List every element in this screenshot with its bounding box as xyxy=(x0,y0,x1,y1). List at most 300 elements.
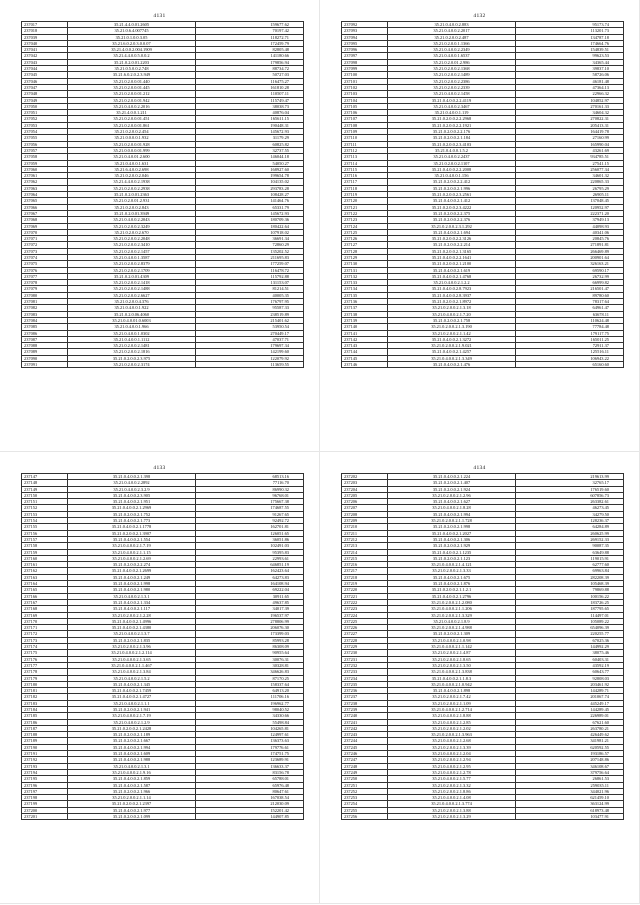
parcel-id-cell: 237137 xyxy=(342,305,388,311)
amount-cell: 39837.10 xyxy=(516,66,624,72)
amount-cell: 108428.27 xyxy=(196,192,304,198)
location-code-cell: 35.21.0.4.0.0.2.2437 xyxy=(388,154,516,160)
parcel-id-cell: 237092 xyxy=(342,22,388,28)
amount-cell: 270161.33 xyxy=(516,103,624,109)
parcel-id-cell: 237206 xyxy=(342,499,388,505)
parcel-id-cell: 237050 xyxy=(22,103,68,109)
amount-cell: 38038.73 xyxy=(196,103,304,109)
amount-cell: 222371.20 xyxy=(516,210,624,216)
amount-cell: 212030.09 xyxy=(196,801,304,807)
location-code-cell: 35.21.0.4.0.0.2.1.1.15 xyxy=(68,549,196,555)
location-code-cell: 35.21.0.5.0.0.2.748 xyxy=(68,66,196,72)
amount-cell: 219613.99 xyxy=(516,474,624,480)
amount-cell: 47037.71 xyxy=(196,336,304,342)
parcel-id-cell: 237165 xyxy=(22,587,68,593)
parcel-id-cell: 237053 xyxy=(22,122,68,128)
amount-cell: 49637.85 xyxy=(196,599,304,605)
location-code-cell: 35.21.0.2.0.0.2.1.123 xyxy=(388,555,516,561)
location-code-cell: 35.21.0.2.0.0.2.3.4103 xyxy=(388,141,516,147)
location-code-cell: 35.21.0.4.0.0.2.1.2796 xyxy=(388,593,516,599)
amount-cell: 654096.39 xyxy=(516,625,624,631)
parcel-id-cell: 237128 xyxy=(342,248,388,254)
location-code-cell: 35.21.0.2.0.0.2.1.1.09 xyxy=(388,700,516,706)
parcel-id-cell: 237068 xyxy=(22,217,68,223)
location-code-cell: 35.21.0.2.0.0.2.1.3165 xyxy=(388,248,516,254)
amount-cell: 618973.48 xyxy=(516,807,624,813)
location-code-cell: 35.21.0.2.0.0.01.942 xyxy=(68,97,196,103)
parcel-id-cell: 237042 xyxy=(22,53,68,59)
parcel-id-cell: 237195 xyxy=(22,776,68,782)
parcel-id-cell: 237184 xyxy=(22,706,68,712)
amount-cell: 196962.77 xyxy=(196,700,304,706)
location-code-cell: 35.21.0.4.0.0.2.1.994 xyxy=(388,511,516,517)
location-code-cell: 35.21.0.2.0.0.2.1.2428 xyxy=(68,725,196,731)
location-code-cell: 35.21.0.4.0.0.1.0302 xyxy=(68,330,196,336)
amount-cell: 36691.34 xyxy=(196,236,304,242)
location-code-cell: 35.21.0.2.0.0.2.1816 xyxy=(68,349,196,355)
amount-cell: 165611.15 xyxy=(196,116,304,122)
amount-cell: 27541.15 xyxy=(516,160,624,166)
location-code-cell: 35.21.0.4.0.0.2.2043 xyxy=(68,217,196,223)
parcel-id-cell: 237156 xyxy=(22,530,68,536)
amount-cell: 34601.32 xyxy=(516,173,624,179)
amount-cell: 269152.33 xyxy=(516,536,624,542)
location-code-cell: 35.21.0.2.0.0.2.1.758 xyxy=(388,317,516,323)
parcel-id-cell: 237253 xyxy=(342,795,388,801)
parcel-id-cell: 237043 xyxy=(22,59,68,65)
parcel-id-cell: 237091 xyxy=(22,362,68,368)
location-code-cell: 35.21.0.4.0.0.2.1.898 xyxy=(388,688,516,694)
location-code-cell: 35.21.0.4.0.0.2.1.7.19 xyxy=(68,713,196,719)
location-code-cell: 35.21.0.2.0.0.2.1.3.190 xyxy=(388,324,516,330)
location-code-cell: 35.21.0.2.0.0.2.2048 xyxy=(68,236,196,242)
location-code-cell: 35.21.0.4.0.0.2.1.3.838 xyxy=(388,669,516,675)
location-code-cell: 35.21.0.4.0.0.2.1.8.28 xyxy=(388,505,516,511)
location-code-cell: 35.21.0.4.0.0.2.1.619 xyxy=(388,267,516,273)
amount-cell: 158337.64 xyxy=(196,681,304,687)
amount-cell: 266469.89 xyxy=(516,248,624,254)
parcel-id-cell: 237101 xyxy=(342,78,388,84)
location-code-cell: 35.21.0.4.0.0.2.1.476 xyxy=(388,362,516,368)
ledger-table xyxy=(341,473,624,820)
parcel-id-cell: 237185 xyxy=(22,713,68,719)
page-4133 xyxy=(0,452,320,904)
amount-cell: 105468.39 xyxy=(516,581,624,587)
amount-cell: 168927.60 xyxy=(196,166,304,172)
location-code-cell: 35.21.0.4.0.0.2.3.2.9 xyxy=(68,486,196,492)
parcel-id-cell: 237186 xyxy=(22,719,68,725)
location-code-cell: 35.21.0.4.0.0.1.922 xyxy=(68,305,196,311)
amount-cell: 179856.94 xyxy=(196,59,304,65)
amount-cell: 26732.99 xyxy=(516,273,624,279)
parcel-id-cell: 237140 xyxy=(342,324,388,330)
page-4132 xyxy=(320,0,640,452)
location-code-cell: 35.21.0.2.0.0.2.1.924 xyxy=(388,486,516,492)
amount-cell: 145672.93 xyxy=(196,210,304,216)
amount-cell: 113201.73 xyxy=(516,28,624,34)
amount-cell: 103477.91 xyxy=(516,814,624,820)
parcel-id-cell: 237120 xyxy=(342,198,388,204)
parcel-id-cell: 237158 xyxy=(22,543,68,549)
location-code-cell: 35.21.0.4.0.0.2.1.7.20 xyxy=(388,311,516,317)
location-code-cell: 35.21.0.2.0.0.2.1.184 xyxy=(388,135,516,141)
parcel-id-cell: 237087 xyxy=(22,336,68,342)
location-code-cell: 35.21.0.4.0.0.2.1.2.114 xyxy=(68,650,196,656)
amount-cell: 363124.99 xyxy=(516,801,624,807)
location-code-cell: 35.21.0.4.0.0.2.1.694 xyxy=(388,229,516,235)
parcel-id-cell: 237168 xyxy=(22,606,68,612)
location-code-cell: 35.21.0.0.0.0.1.932 xyxy=(68,135,196,141)
location-code-cell: 35.21.4.4.0.0.2.1938 xyxy=(68,179,196,185)
location-code-cell: 35.21.0.2.0.0.1.1366 xyxy=(388,40,516,46)
amount-cell: 66999.82 xyxy=(516,280,624,286)
location-code-cell: 35.21.0.2.0.0.2.1.3907 xyxy=(68,530,196,536)
location-code-cell: 35.21.0.4.0.0.1.6537 xyxy=(388,53,516,59)
parcel-id-cell: 237061 xyxy=(22,173,68,179)
amount-cell: 63678.11 xyxy=(516,311,624,317)
parcel-id-cell: 237060 xyxy=(22,166,68,172)
parcel-id-cell: 237221 xyxy=(342,593,388,599)
location-code-cell: 35.21.0.4.0.0.2.1.334 xyxy=(68,599,196,605)
amount-cell: 92808.03 xyxy=(516,675,624,681)
amount-cell: 164108.94 xyxy=(196,581,304,587)
parcel-id-cell: 237166 xyxy=(22,593,68,599)
parcel-id-cell: 237174 xyxy=(22,644,68,650)
parcel-id-cell: 237152 xyxy=(22,505,68,511)
amount-cell: 162423.64 xyxy=(196,568,304,574)
location-code-cell: 35.21.0.4.0.0.2.3.905 xyxy=(68,492,196,498)
amount-cell: 22993.61 xyxy=(196,555,304,561)
parcel-id-cell: 237110 xyxy=(342,135,388,141)
location-code-cell: 35.21.0.2.0.0.2.1.1.14 xyxy=(68,795,196,801)
location-code-cell: 35.21.0.2.0.01.3949 xyxy=(68,210,196,216)
amount-cell: 226989.01 xyxy=(516,713,624,719)
parcel-id-cell: 237084 xyxy=(22,317,68,323)
parcel-id-cell: 237255 xyxy=(342,807,388,813)
location-code-cell: 35.21.0.4.0.0.2.1.554 xyxy=(68,536,196,542)
amount-cell: 95587.33 xyxy=(196,305,304,311)
parcel-id-cell: 237220 xyxy=(342,587,388,593)
page-4134 xyxy=(320,452,640,904)
amount-cell: 346626.83 xyxy=(196,669,304,675)
amount-cell: 79869.88 xyxy=(516,587,624,593)
amount-cell: 141464.76 xyxy=(196,198,304,204)
amount-cell: 164419.78 xyxy=(516,129,624,135)
amount-cell: 86308.09 xyxy=(196,644,304,650)
amount-cell: 104265.81 xyxy=(196,725,304,731)
location-code-cell: 35.21.0.4.0.0.2.1.1.467 xyxy=(68,662,196,668)
amount-cell: 200901.64 xyxy=(516,254,624,260)
location-code-cell: 35.21.0.2.0.0.01.861 xyxy=(68,122,196,128)
location-code-cell: 35.21.0.4.0.0.2.1.345 xyxy=(68,681,196,687)
amount-cell: 44098.93 xyxy=(516,223,624,229)
parcel-id-cell: 237041 xyxy=(22,47,68,53)
amount-cell: 123689.91 xyxy=(196,757,304,763)
location-code-cell: 35.21.0.4.0.0.2.2.4119 xyxy=(388,97,516,103)
location-code-cell: 35.21.0.4.0.0.2.1.1778 xyxy=(68,524,196,530)
parcel-id-cell: 237045 xyxy=(22,72,68,78)
amount-cell: 65331.79 xyxy=(196,204,304,210)
location-code-cell: 35.21.0.2.0.0.2.1.3.33 xyxy=(388,568,516,574)
location-code-cell: 35.21.0.4.0.0.2.1.4768 xyxy=(388,273,516,279)
amount-cell: 65788.01 xyxy=(196,776,304,782)
parcel-id-cell: 237118 xyxy=(342,185,388,191)
location-code-cell: 35.21.0.4.0.0.2.1.398 xyxy=(68,474,196,480)
parcel-id-cell: 237018 xyxy=(22,28,68,34)
location-code-cell: 35.21.0.2.0.0.2.2.412 xyxy=(388,179,516,185)
location-code-cell: 35.21.0.4.0.0.2.2016 xyxy=(68,103,196,109)
location-code-cell: 35.21.6.0.2.0.3.0.0.07 xyxy=(68,40,196,46)
parcel-id-cell: 237226 xyxy=(342,625,388,631)
location-code-cell: 35.21.0.4.0.0.2.1.994 xyxy=(68,744,196,750)
amount-cell: 120952.97 xyxy=(516,204,624,210)
parcel-id-cell: 237122 xyxy=(342,210,388,216)
location-code-cell: 35.21.0.4.0.0.1.156 xyxy=(388,173,516,179)
location-code-cell: 35.21.0.2.0.0.2.1.2.080 xyxy=(388,599,516,605)
amount-cell: 36051.86 xyxy=(196,536,304,542)
location-code-cell: 35.21.0.4.0.0.2.2.1641 xyxy=(388,254,516,260)
amount-cell: 88734.72 xyxy=(196,66,304,72)
parcel-id-cell: 237201 xyxy=(22,814,68,820)
amount-cell: 145672.93 xyxy=(196,129,304,135)
amount-cell: 124997.61 xyxy=(196,732,304,738)
parcel-id-cell: 237129 xyxy=(342,254,388,260)
location-code-cell: 35.21.0.2.0.0.2.487 xyxy=(388,34,516,40)
amount-cell: 136373.63 xyxy=(196,738,304,744)
location-code-cell: 35.21.0.2.0.0.2.1.4.988 xyxy=(388,625,516,631)
parcel-id-cell: 237113 xyxy=(342,154,388,160)
amount-cell: 40341.06 xyxy=(516,229,624,235)
location-code-cell: 35.21.0.4.0.0.2.1.1.1 xyxy=(68,700,196,706)
parcel-id-cell: 237198 xyxy=(22,795,68,801)
location-code-cell: 35.21.0.2.0.0.2.1.3.96 xyxy=(68,644,196,650)
amount-cell: 115792.88 xyxy=(196,273,304,279)
amount-cell: 43592.19 xyxy=(516,662,624,668)
parcel-id-cell: 237170 xyxy=(22,618,68,624)
location-code-cell: 35.21.0.4.0.0.2.1.859 xyxy=(68,776,196,782)
amount-cell: 211695.83 xyxy=(196,254,304,260)
location-code-cell: 35.21.0.4.0.0.2.2349 xyxy=(388,47,516,53)
parcel-id-cell: 237191 xyxy=(22,751,68,757)
amount-cell: 144907.85 xyxy=(196,814,304,820)
parcel-id-cell: 237249 xyxy=(342,769,388,775)
location-code-cell: 35.21.0.4.0.0.2.1.1.206 xyxy=(388,606,516,612)
amount-cell: 207148.86 xyxy=(516,757,624,763)
location-code-cell: 35.21.0.4.0.0.2.1.951 xyxy=(68,499,196,505)
parcel-id-cell: 237133 xyxy=(342,280,388,286)
amount-cell: 107918.02 xyxy=(196,229,304,235)
location-code-cell: 35.21.0.4.0.0.2.1.3.774 xyxy=(388,801,516,807)
parcel-id-cell: 237190 xyxy=(22,744,68,750)
parcel-id-cell: 237208 xyxy=(342,511,388,517)
parcel-id-cell: 237172 xyxy=(22,631,68,637)
parcel-id-cell: 237212 xyxy=(342,536,388,542)
location-code-cell: 35.21.0.4.0.0.2.1.998 xyxy=(68,581,196,587)
location-code-cell: 35.21.0.4.0.0.1.5.2 xyxy=(388,147,516,153)
parcel-id-cell: 237094 xyxy=(342,34,388,40)
location-code-cell: 35.21.0.2.0.0.2.1.3.29 xyxy=(388,814,516,820)
location-code-cell: 35.21.0.4.0.0.2.1.3.1 xyxy=(68,593,196,599)
parcel-id-cell: 237247 xyxy=(342,757,388,763)
amount-cell: 47364.13 xyxy=(516,84,624,90)
parcel-id-cell: 237076 xyxy=(22,267,68,273)
amount-cell: 92492.72 xyxy=(196,518,304,524)
parcel-id-cell: 237062 xyxy=(22,179,68,185)
location-code-cell: 35.21.0.4.0.0.2.1.224 xyxy=(388,474,516,480)
parcel-id-cell: 237139 xyxy=(342,317,388,323)
amount-cell: 193186.57 xyxy=(516,751,624,757)
parcel-id-cell: 237111 xyxy=(342,141,388,147)
location-code-cell: 35.21.0.2.0.0.2.1488 xyxy=(68,286,196,292)
amount-cell: 146044.18 xyxy=(196,154,304,160)
location-code-cell: 35.21.0.4.0.0.2.2017 xyxy=(388,28,516,34)
parcel-id-cell: 237215 xyxy=(342,555,388,561)
parcel-id-cell: 237250 xyxy=(342,776,388,782)
amount-cell: 34330.66 xyxy=(196,713,304,719)
amount-cell: 206076.30 xyxy=(196,625,304,631)
amount-cell: 270449.17 xyxy=(196,330,304,336)
parcel-id-cell: 237046 xyxy=(22,78,68,84)
location-code-cell: 35.21.0.2.0.0.2.3.975 xyxy=(68,355,196,361)
parcel-id-cell: 237063 xyxy=(22,185,68,191)
table-row xyxy=(342,362,624,368)
amount-cell: 174687.55 xyxy=(196,505,304,511)
location-code-cell: 35.21.0.4.0.0.2.1.3.349 xyxy=(388,355,516,361)
amount-cell: 72860.29 xyxy=(196,242,304,248)
amount-cell: 115749.47 xyxy=(196,97,304,103)
amount-cell: 175667.38 xyxy=(196,499,304,505)
location-code-cell: 35.21.0.4.0.0.1.966 xyxy=(68,324,196,330)
parcel-id-cell: 237017 xyxy=(22,22,68,28)
location-code-cell: 35.21.0.2.0.0.2.1.752 xyxy=(68,511,196,517)
location-code-cell: 35.21.0.4.0.0.2.1.7459 xyxy=(68,688,196,694)
location-code-cell: 35.21.0.4.0.0.2.1.7.19 xyxy=(68,543,196,549)
parcel-id-cell: 237235 xyxy=(342,681,388,687)
amount-cell: 125516.11 xyxy=(516,349,624,355)
location-code-cell: 35.21.0.2.0.0.2.1.2.28 xyxy=(68,612,196,618)
amount-cell: 54050.27 xyxy=(196,160,304,166)
table-row xyxy=(22,362,304,368)
location-code-cell: 35.21.0.4.0.0.2.2.2008 xyxy=(388,166,516,172)
amount-cell: 32765.17 xyxy=(516,480,624,486)
parcel-id-cell: 237153 xyxy=(22,511,68,517)
location-code-cell: 35.21.4.4.0.01.2605 xyxy=(68,22,196,28)
parcel-id-cell: 237141 xyxy=(342,330,388,336)
parcel-id-cell: 237081 xyxy=(22,299,68,305)
parcel-id-cell: 237209 xyxy=(342,518,388,524)
parcel-id-cell: 237049 xyxy=(22,97,68,103)
amount-cell: 114497.01 xyxy=(516,612,624,618)
amount-cell: 40005.35 xyxy=(196,292,304,298)
amount-cell: 111706.16 xyxy=(196,694,304,700)
amount-cell: 77784.48 xyxy=(516,324,624,330)
location-code-cell: 35.21.0.2.0.0.2.1.1.42 xyxy=(388,330,516,336)
amount-cell: 162701.81 xyxy=(196,524,304,530)
location-code-cell: 35.21.0.2.0.0.2.1.3.329 xyxy=(388,612,516,618)
amount-cell: 270822.31 xyxy=(516,116,624,122)
location-code-cell: 35.21.0.6.4.007745 xyxy=(68,28,196,34)
amount-cell: 174751.75 xyxy=(196,751,304,757)
amount-cell: 238519.89 xyxy=(196,311,304,317)
amount-cell: 173399.03 xyxy=(196,631,304,637)
location-code-cell: 35.21.0.2.0.0.2.1.835 xyxy=(68,637,196,643)
location-code-cell: 35.21.0.4.0.0.2.1.8.88 xyxy=(388,713,516,719)
location-code-cell: 35.21.0.4.0.0.2.1.3272 xyxy=(388,336,516,342)
location-code-cell: 35.21.4.0.0.1.211 xyxy=(68,110,196,116)
location-code-cell: 35.21.0.2.0.0.2.1.1.728 xyxy=(388,518,516,524)
parcel-id-cell: 237090 xyxy=(22,355,68,361)
amount-cell: 53950.54 xyxy=(196,324,304,330)
parcel-id-cell: 237164 xyxy=(22,581,68,587)
parcel-id-cell: 237234 xyxy=(342,675,388,681)
location-code-cell: 35.21.0.2.0.0.2.1.2.96 xyxy=(388,492,516,498)
amount-cell: 113659.55 xyxy=(196,362,304,368)
parcel-id-cell: 237254 xyxy=(342,801,388,807)
amount-cell: 187795.65 xyxy=(516,606,624,612)
amount-cell: 106943.22 xyxy=(516,355,624,361)
location-code-cell: 35.21.0.2.0.0.01.445 xyxy=(68,84,196,90)
amount-cell: 278806.99 xyxy=(196,618,304,624)
location-code-cell: 35.21.0.2.0.0.2.046 xyxy=(68,173,196,179)
location-code-cell: 35.21.0.2.0.0.2.1107 xyxy=(388,160,516,166)
amount-cell: 293783.28 xyxy=(196,185,304,191)
location-code-cell: 35.21.0.4.0.0.2.1.773 xyxy=(68,518,196,524)
parcel-id-cell: 237132 xyxy=(342,273,388,279)
parcel-id-cell: 237059 xyxy=(22,160,68,166)
parcel-id-cell: 237180 xyxy=(22,681,68,687)
location-code-cell: 35.21.0.4.0.0.2.1.988 xyxy=(68,757,196,763)
amount-cell: 174664.76 xyxy=(516,40,624,46)
amount-cell: 20845.76 xyxy=(516,236,624,242)
amount-cell: 118272.71 xyxy=(196,34,304,40)
location-code-cell: 35.21.0.4.0.0.2.1.587 xyxy=(68,782,196,788)
location-code-cell: 35.21.0.4.0.0.2.1.3.65 xyxy=(68,656,196,662)
parcel-id-cell: 237088 xyxy=(22,343,68,349)
parcel-id-cell: 237219 xyxy=(342,581,388,587)
parcel-id-cell: 237047 xyxy=(22,84,68,90)
location-code-cell: 35.21.0.2.0.0.2.843 xyxy=(68,204,196,210)
parcel-id-cell: 237073 xyxy=(22,248,68,254)
parcel-id-cell: 237086 xyxy=(22,330,68,336)
amount-cell: 621459.10 xyxy=(516,795,624,801)
parcel-id-cell: 237160 xyxy=(22,555,68,561)
parcel-id-cell: 237246 xyxy=(342,751,388,757)
parcel-id-cell: 237245 xyxy=(342,744,388,750)
amount-cell: 63649.88 xyxy=(516,549,624,555)
amount-cell: 179117.75 xyxy=(516,330,624,336)
parcel-id-cell: 237067 xyxy=(22,210,68,216)
location-code-cell: 35.21.0.4.0.0.2.1.0.942 xyxy=(388,681,516,687)
parcel-id-cell: 237048 xyxy=(22,91,68,97)
amount-cell: 26861.53 xyxy=(516,776,624,782)
parcel-id-cell: 237204 xyxy=(342,486,388,492)
amount-cell: 64913.20 xyxy=(196,688,304,694)
parcel-id-cell: 237125 xyxy=(342,229,388,235)
location-code-cell: 35.21.0.4.0.0.2.1.1235 xyxy=(388,549,516,555)
amount-cell: 172459.79 xyxy=(196,40,304,46)
location-code-cell: 35.21.0.4.0.0.2.1.4257 xyxy=(388,349,516,355)
parcel-id-cell: 237083 xyxy=(22,311,68,317)
location-code-cell: 35.21.0.4.0.0.2.1.117 xyxy=(68,606,196,612)
amount-cell: 34365.44 xyxy=(516,59,624,65)
location-code-cell: 35.21.0.4.0.0.2.883 xyxy=(388,22,516,28)
parcel-id-cell: 237225 xyxy=(342,618,388,624)
parcel-id-cell: 237231 xyxy=(342,656,388,662)
parcel-id-cell: 237098 xyxy=(342,59,388,65)
location-code-cell: 35.21.0.4.0.01.0.6003 xyxy=(68,317,196,323)
parcel-id-cell: 237169 xyxy=(22,612,68,618)
parcel-id-cell: 237079 xyxy=(22,286,68,292)
